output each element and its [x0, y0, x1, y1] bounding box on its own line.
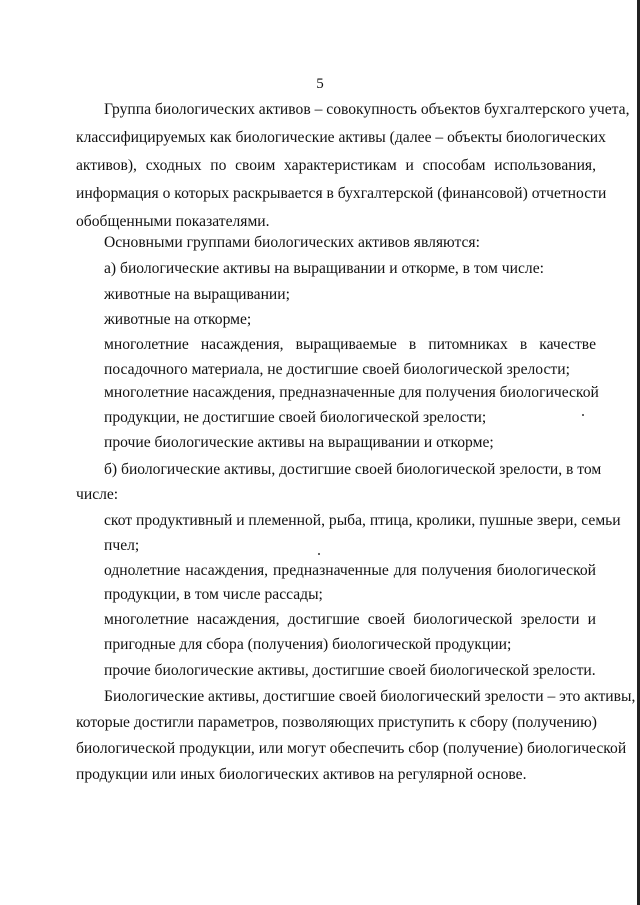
text-line: Основными группами биологических активов являются: [104, 234, 480, 251]
text-line: многолетние насаждения, предназначенные для получения биологической [104, 384, 599, 401]
text-line: многолетние насаждения, достигшие своей биологической зрелости и [104, 611, 596, 628]
text-line: а) биологические активы на выращивании и откорме, в том числе: [104, 260, 544, 277]
text-line: классифицируемых как биологические активы (далее – объекты биологических [76, 129, 606, 146]
text-line: прочие биологические активы, достигшие своей биологической зрелости. [104, 662, 596, 679]
text-line: Группа биологических активов – совокупность объектов бухгалтерского учета, [104, 101, 630, 118]
text-line: животные на откорме; [104, 311, 252, 328]
scan-speck [582, 414, 584, 416]
text-line: информация о которых раскрывается в бухгалтерской (финансовой) отчетности [76, 185, 607, 202]
text-line: животные на выращивании; [104, 286, 290, 303]
text-line: скот продуктивный и племенной, рыба, птица, кролики, пушные звери, семьи [104, 512, 621, 529]
text-line: числе: [76, 486, 119, 503]
text-line: б) биологические активы, достигшие своей биологической зрелости, в том [104, 461, 602, 478]
text-line: продукции, не достигшие своей биологической зрелости; [104, 409, 487, 426]
text-line: пригодные для сбора (получения) биологической продукции; [104, 636, 512, 653]
text-line: активов), сходных по своим характеристикам и способам использования, [76, 157, 596, 174]
text-line: продукции, в том числе рассады; [104, 586, 323, 603]
text-line: однолетние насаждения, предназначенные для получения биологической [104, 562, 596, 579]
text-line: Биологические активы, достигшие своей биологический зрелости – это активы, [104, 688, 636, 705]
text-line: прочие биологические активы на выращивании и откорме; [104, 434, 494, 451]
page-number: 5 [316, 76, 324, 92]
text-line: посадочного материала, не достигшие своей биологической зрелости; [104, 361, 570, 378]
text-line: пчел; [104, 537, 140, 554]
text-line: многолетние насаждения, выращиваемые в питомниках в качестве [104, 336, 596, 353]
text-line: обобщенными показателями. [76, 213, 270, 230]
text-line: продукции или иных биологических активов на регулярной основе. [76, 766, 527, 783]
scan-speck [318, 553, 320, 555]
text-line: которые достигли параметров, позволяющих приступить к сбору (получению) [76, 714, 597, 731]
text-line: биологической продукции, или могут обеспечить сбор (получение) биологической [76, 740, 627, 757]
